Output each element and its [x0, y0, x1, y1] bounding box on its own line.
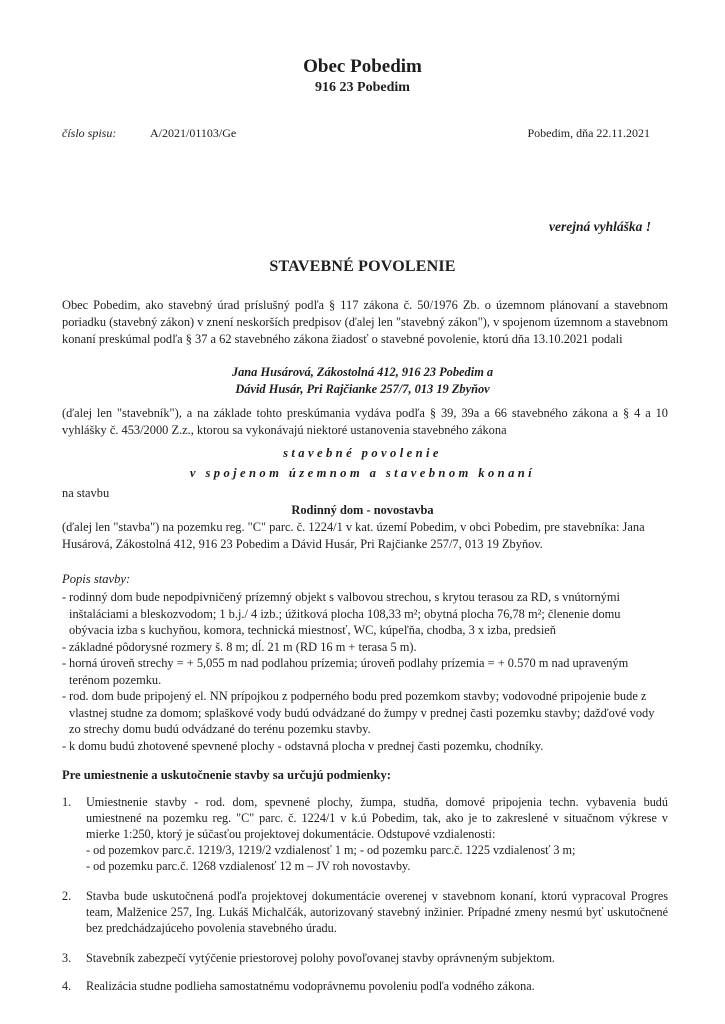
building-paragraph: (ďalej len "stavba") na pozemku reg. "C" parc. č. 1224/1 v kat. území Pobedim, v obci Pobedim, pre stavebníka: Jana Husárová, Zákostolná 412, 916 23 Pobedim a Dávid Husár, Pri Rajčianke 257/7, 013 19 Zbyňov.: [62, 520, 645, 551]
municipality-name: Obec Pobedim: [303, 56, 422, 77]
condition-number: 1.: [62, 795, 72, 809]
condition-number: 2.: [62, 889, 72, 903]
applicant-line-2: Dávid Husár, Pri Rajčianke 257/7, 013 19 Zbyňov: [235, 382, 490, 396]
file-number: A/2021/01103/Ge: [150, 126, 237, 140]
description-item: - základné pôdorysné rozmery š. 8 m; dĺ. 21 m (RD 16 m + terasa 5 m).: [62, 639, 668, 656]
condition-item: [62, 888, 668, 936]
condition-subline: - od pozemku parc.č. 1268 vzdialenosť 12 m – JV roh novostavby.: [86, 859, 411, 873]
condition-item: [62, 794, 668, 874]
public-notice-label: verejná vyhláška !: [549, 219, 651, 234]
condition-text: Stavba bude uskutočnená podľa projektovej dokumentácie overenej v stavebnom konaní, ktorú vypracoval Progres team, Malženice 257, Ing. Lukáš Michalčák, autorizovaný stavebný inžinier. Prípadné zmeny nesmú byť uskutočnené bez predchádzajúceho povolenia stavebného úradu.: [86, 889, 668, 935]
condition-item: [62, 978, 668, 994]
description-title: Popis stavby:: [62, 572, 131, 586]
place-date: Pobedim, dňa 22.11.2021: [527, 126, 650, 140]
file-number-label: číslo spisu:: [62, 126, 117, 140]
building-name: Rodinný dom - novostavba: [291, 503, 434, 517]
description-item: - k domu budú zhotovené spevnené plochy - odstavná plocha v prednej časti pozemku, chodníky.: [62, 738, 668, 755]
decision-paragraph: (ďalej len "stavebník"), a na základe tohto preskúmania vydáva podľa § 39, 39a a 66 stavebného zákona a § 4 a 10 vyhlášky č. 453/2000 Z.z., ktorou sa vykonávajú niektoré ustanovenia stavebného zákona: [62, 406, 668, 437]
conditions-list: [62, 794, 668, 994]
condition-subline: - od pozemkov parc.č. 1219/3, 1219/2 vzdialenosť 1 m; - od pozemku parc.č. 1225 vzdialenosť 3 m;: [86, 843, 576, 857]
description-list: [62, 589, 668, 754]
permit-subheading: v spojenom územnom a stavebnom konaní: [189, 466, 536, 480]
condition-text: Stavebník zabezpečí vytýčenie priestorovej polohy povoľovanej stavby oprávneným subjektom.: [86, 951, 555, 965]
for-building-label: na stavbu: [62, 486, 110, 500]
conditions-title: Pre umiestnenie a uskutočnenie stavby sa určujú podmienky:: [62, 768, 391, 782]
permit-heading: stavebné povolenie: [283, 446, 442, 460]
municipality-address: 916 23 Pobedim: [315, 80, 410, 95]
description-item: - horná úroveň strechy = + 5,055 m nad podlahou prízemia; úroveň podlahy prízemia = + 0.570 m nad upraveným terénom pozemku.: [62, 655, 668, 688]
condition-text: Umiestnenie stavby - rod. dom, spevnené plochy, žumpa, studňa, domové pripojenia techn. vybavenia budú umiestnené na pozemku reg. "C" parc. č. 1224/1 v k.ú Pobedim, tak, ako je to zakreslené v situačnom výkrese v mierke 1:250, ktorý je súčasťou projektovej dokumentácie. Odstupové vzdialenosti:: [86, 795, 668, 841]
condition-number: 4.: [62, 979, 72, 993]
condition-item: [62, 950, 668, 966]
document-title: STAVEBNÉ POVOLENIE: [269, 258, 456, 275]
condition-number: 3.: [62, 951, 72, 965]
description-item: - rod. dom bude pripojený el. NN prípojkou z podperného bodu pred pozemkom stavby; vodovodné pripojenie bude z vlastnej studne za domom; splaškové vody budú odvádzané do žumpy v prednej časti pozemku stavby; dažďové vody zo strechy domu budú odvádzané do terénu pozemku stavby.: [62, 688, 668, 738]
condition-text: Realizácia studne podlieha samostatnému vodoprávnemu povoleniu podľa vodného zákona.: [86, 979, 535, 993]
description-item: - rodinný dom bude nepodpivničený prízemný objekt s valbovou strechou, s krytou terasou za RD, s vnútornými inštaláciami a bleskozvodom; 1 b.j./ 4 izb.; úžitková plocha 108,33 m²; obytná plocha 76,78 m²; členenie domu obývacia izba s kuchyňou, komora, technická miestnosť, WC, kúpeľňa, chodba, 3 x izba, predsieň: [62, 589, 668, 639]
applicant-line-1: Jana Husárová, Zákostolná 412, 916 23 Pobedim a: [231, 365, 494, 379]
intro-paragraph: Obec Pobedim, ako stavebný úrad príslušný podľa § 117 zákona č. 50/1976 Zb. o územnom plánovaní a stavebnom poriadku (stavebný zákon) v znení neskorších predpisov (ďalej len "stavebný zákon"), v spojenom územnom a stavebnom konaní preskúmal podľa § 37 a 62 stavebného zákona žiadosť o stavebné povolenie, ktorú dňa 13.10.2021 podali: [62, 298, 668, 346]
